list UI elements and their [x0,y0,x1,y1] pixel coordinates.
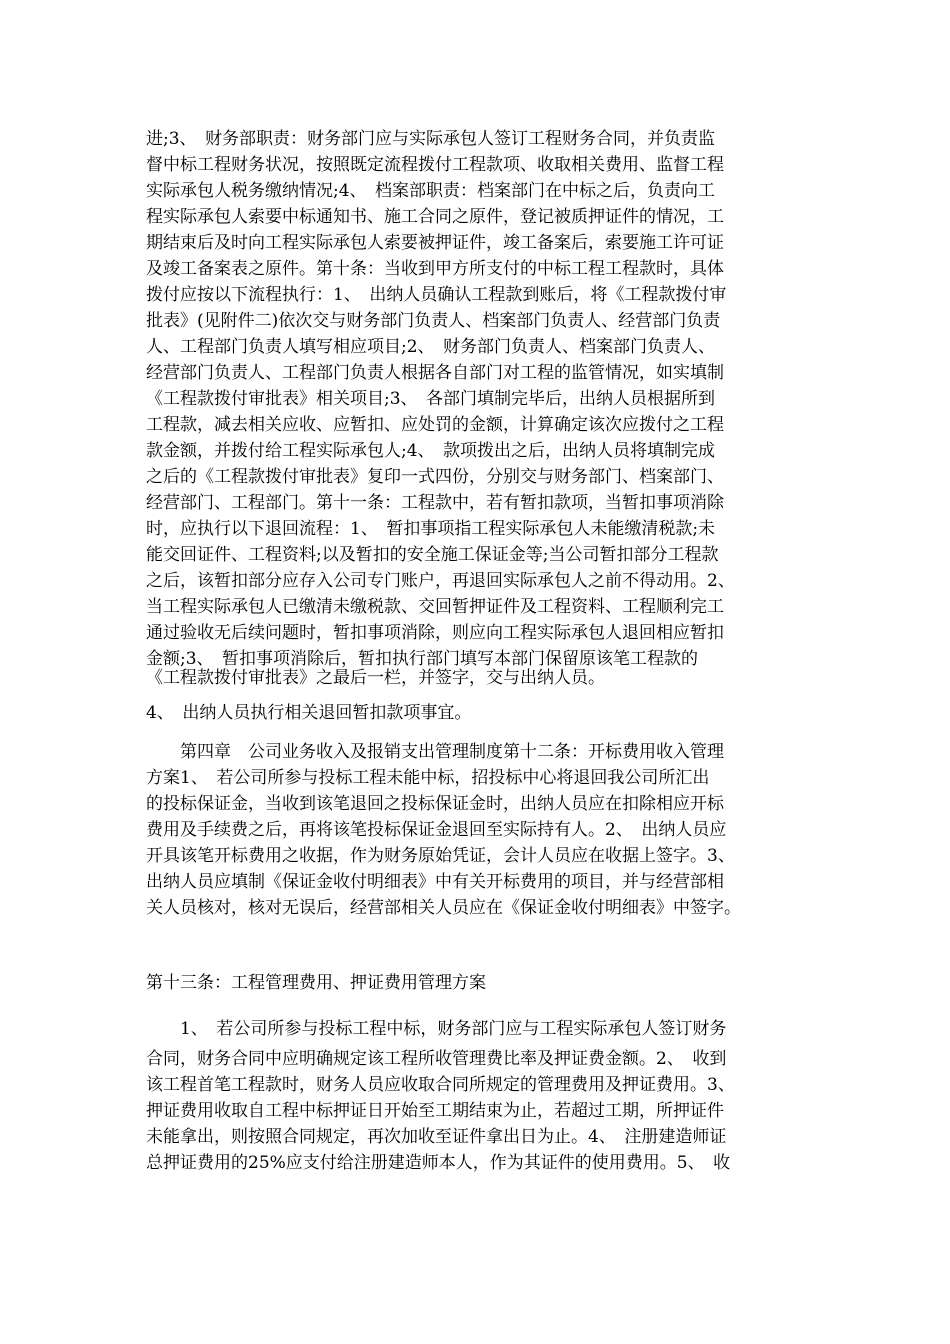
text-line: 通过验收无后续问题时，暂扣事项消除，则应向工程实际承包人退回相应暂扣 [146,623,724,643]
text-line: 能交回证件、工程资料;以及暂扣的安全施工保证金等;当公司暂扣部分工程款 [146,545,719,565]
text-line: 程实际承包人索要中标通知书、施工合同之原件，登记被质押证件的情况，工 [146,207,724,227]
text-line: 4、 出纳人员执行相关退回暂扣款项事宜。 [146,703,472,723]
paragraph-approval-form [146,665,806,691]
text-line: 及竣工备案表之原件。第十条：当收到甲方所支付的中标工程工程款时，具体 [146,259,724,279]
text-line: 时，应执行以下退回流程：1、 暂扣事项指工程实际承包人未能缴清税款;未 [146,519,716,539]
text-line: 款金额，并拨付给工程实际承包人;4、 款项拨出之后，出纳人员将填制完成 [146,441,716,461]
text-line: 之后的《工程款拨付审批表》复印一式四份，分别交与财务部门、档案部门、 [146,467,724,487]
paragraph-cashier-return [146,700,806,726]
text-line: 第四章 公司业务收入及报销支出管理制度第十二条：开标费用收入管理 [146,742,724,762]
text-line: 拨付应按以下流程执行：1、 出纳人员确认工程款到账后，将《工程款拨付审 [146,285,727,305]
text-line: 的投标保证金，当收到该笔退回之投标保证金时，出纳人员应在扣除相应开标 [146,794,724,814]
text-line: 人、工程部门负责人填写相应项目;2、 财务部门负责人、档案部门负责人、 [146,337,716,357]
text-line: 经营部门、工程部门。第十一条：工程款中，若有暂扣款项，当暂扣事项消除 [146,493,724,513]
text-line: 工程款，减去相关应收、应暂扣、应处罚的金额，计算确定该次应拨付之工程 [146,415,724,435]
paragraph-department-duties [146,126,806,672]
text-line: 督中标工程财务状况，按照既定流程拨付工程款项、收取相关费用、监督工程 [146,155,724,175]
text-line: 金额;3、 暂扣事项消除后，暂扣执行部门填写本部门保留原该笔工程款的 [146,649,699,669]
text-line: 实际承包人税务缴纳情况;4、 档案部职责：档案部门在中标之后，负责向工 [146,181,716,201]
paragraph-article-thirteen-heading [146,970,806,996]
text-line: 该工程首笔工程款时，财务人员应收取合同所规定的管理费用及押证费用。3、 [146,1075,735,1095]
text-line: 批表》(见附件二)依次交与财务部门负责人、档案部门负责人、经营部门负责 [146,311,721,331]
text-line: 之后，该暂扣部分应存入公司专门账户，再退回实际承包人之前不得动用。2、 [146,571,735,591]
paragraph-article-thirteen-intro [146,1016,806,1042]
text-line: 出纳人员应填制《保证金收付明细表》中有关开标费用的项目，并与经营部相 [146,872,724,892]
text-line: 总押证费用的25%应支付给注册建造师本人，作为其证件的使用费用。5、 收 [146,1153,731,1173]
text-line: 方案1、 若公司所参与投标工程未能中标，招投标中心将退回我公司所汇出 [146,768,710,788]
text-line: 1、 若公司所参与投标工程中标，财务部门应与工程实际承包人签订财务 [146,1019,727,1039]
text-line: 期结束后及时向工程实际承包人索要被押证件，竣工备案后，索要施工许可证 [146,233,724,253]
section-heading: 第十三条：工程管理费用、押证费用管理方案 [146,973,486,993]
text-line: 关人员核对，核对无误后，经营部相关人员应在《保证金收付明细表》中签字。 [146,898,741,918]
text-line: 未能拿出，则按照合同规定，再次加收至证件拿出日为止。4、 注册建造师证 [146,1127,727,1147]
text-line: 押证费用收取自工程中标押证日开始至工期结束为止，若超过工期，所押证件 [146,1101,724,1121]
text-line: 《工程款拨付审批表》相关项目;3、 各部门填制完毕后，出纳人员根据所到 [146,389,716,409]
paragraph-chapter-four [146,739,806,921]
text-line: 进;3、 财务部职责：财务部门应与实际承包人签订工程财务合同，并负责监 [146,129,716,149]
text-line: 当工程实际承包人已缴清未缴税款、交回暂押证件及工程资料、工程顺利完工 [146,597,724,617]
text-line: 合同，财务合同中应明确规定该工程所收管理费比率及押证费金额。2、 收到 [146,1049,727,1069]
text-line: 开具该笔开标费用之收据，作为财务原始凭证，会计人员应在收据上签字。3、 [146,846,735,866]
paragraph-article-thirteen-body [146,1046,806,1176]
text-line: 费用及手续费之后，再将该笔投标保证金退回至实际持有人。2、 出纳人员应 [146,820,727,840]
text-line: 《工程款拨付审批表》之最后一栏，并签字，交与出纳人员。 [146,668,605,688]
text-line: 经营部门负责人、工程部门负责人根据各自部门对工程的监管情况，如实填制 [146,363,724,383]
